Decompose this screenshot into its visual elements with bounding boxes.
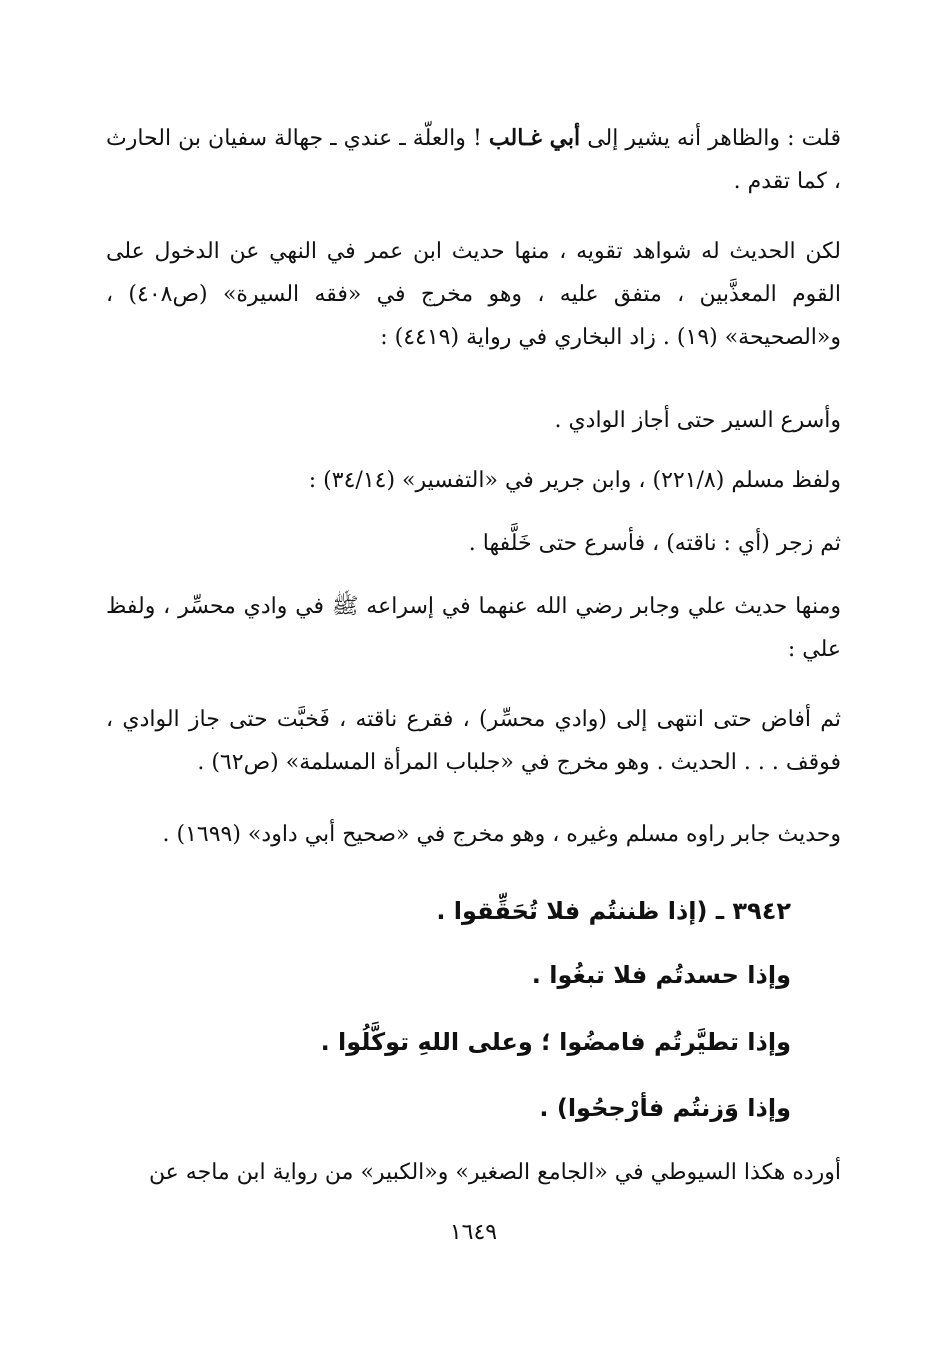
hadith-line-1: ٣٩٤٢ ـ (إذا ظننتُم فلا تُحَقِّقوا .	[436, 897, 791, 925]
paragraph-6: ومنها حديث علي وجابر رضي الله عنهما في إسراعه ﷺ في وادي محسِّر ، ولفظ علي :	[106, 594, 841, 662]
paragraph-1-text-a: قلت : والظاهر أنه يشير إلى	[580, 126, 841, 151]
hadith-line-3: وإذا تطيَّرتُم فامضُوا ؛ وعلى اللهِ توكَّلُوا .	[320, 1028, 791, 1056]
paragraph-4: ولفظ مسلم (٢٢١/٨) ، وابن جرير في «التفسير» (٣٤/١٤) :	[308, 468, 841, 493]
page-number: ١٦٤٩	[449, 1220, 498, 1245]
paragraph-9: أورده هكذا السيوطي في «الجامع الصغير» و«الكبير» من رواية ابن ماجه عن	[148, 1160, 841, 1185]
paragraph-8: وحديث جابر راوه مسلم وغيره ، وهو مخرج في «صحيح أبي داود» (١٦٩٩) .	[162, 822, 841, 847]
paragraph-5: ثم زجر (أي : ناقته) ، فأسرع حتى خَلَّفها .	[468, 531, 841, 556]
paragraph-2: لكن الحديث له شواهد تقويه ، منها حديث ابن عمر في النهي عن الدخول على القوم المعذَّبين ، متفق عليه ، وهو مخرج في «فقه السيرة» (ص٤٠٨) ، و«الصحيحة» (١٩) . زاد البخاري في رواية (٤٤١٩) :	[106, 239, 841, 350]
narrator-name: أبي غـالب	[488, 125, 581, 151]
paragraph-3: وأسرع السير حتى أجاز الوادي .	[554, 408, 841, 433]
hadith-line-4: وإذا وَزنتُم فأرْجحُوا) .	[539, 1094, 791, 1122]
paragraph-7: ثم أفاض حتى انتهى إلى (وادي محسِّر) ، فقرع ناقته ، فَخبَّت حتى جاز الوادي ، فوقف . . . الحديث . وهو مخرج في «جلباب المرأة المسلمة» (ص٦٢) .	[106, 707, 841, 775]
hadith-line-2: وإذا حسدتُم فلا تبغُوا .	[531, 961, 791, 989]
paragraph-1	[106, 117, 841, 203]
paragraph-1-text-b: ! والعلّة ـ عندي ـ جهالة سفيان بن الحارث ، كما تقدم .	[106, 126, 841, 194]
